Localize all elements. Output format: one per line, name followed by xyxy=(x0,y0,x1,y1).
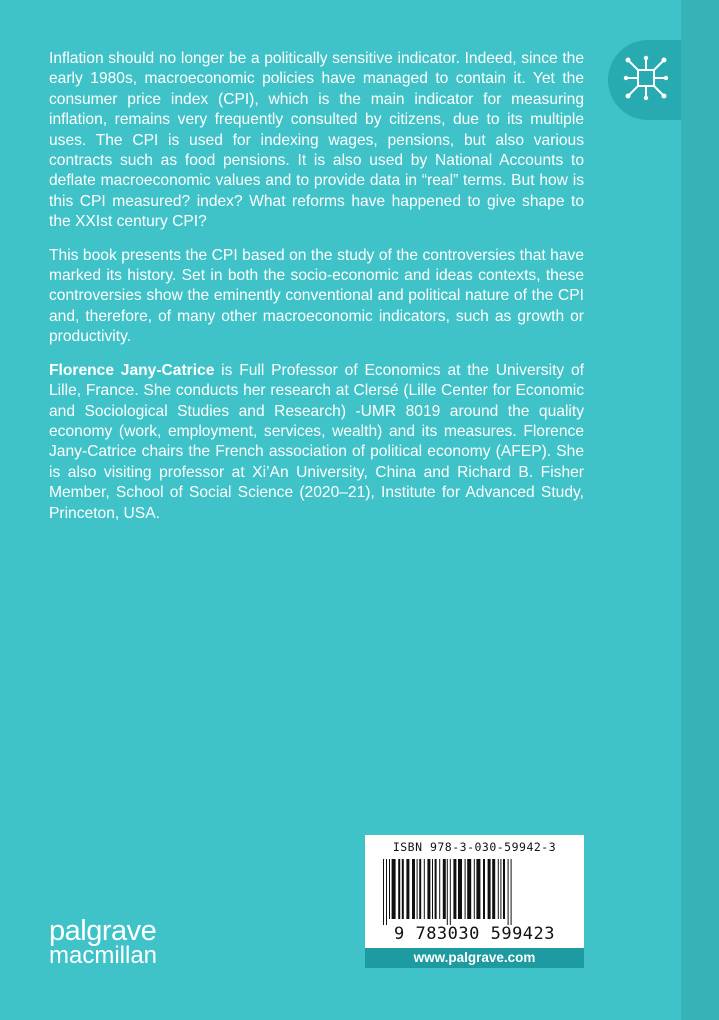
barcode-bar xyxy=(447,859,448,925)
barcode-bar xyxy=(465,859,466,919)
barcode-bar xyxy=(443,859,446,919)
barcode-box xyxy=(365,835,584,948)
series-badge xyxy=(608,40,681,120)
description-paragraph-2: This book presents the CPI based on the study of the controversies that have marked its history. Set in both the socio-economic and ideas contexts, these controversies show the eminently conventional and political nature of the CPI and, therefore, of many other macroeconomic indicators, such as growth or productivity. xyxy=(49,246,584,346)
barcode-digits: 9 783030 599423 xyxy=(393,924,556,944)
barcode-bar xyxy=(435,859,437,919)
barcode-bar xyxy=(417,859,418,919)
barcode-bar xyxy=(508,859,509,925)
barcode-bar xyxy=(412,859,415,919)
barcode-bar xyxy=(492,859,495,919)
barcode-bar xyxy=(483,859,485,919)
logo-line-1: palgrave xyxy=(49,915,157,947)
barcode-bar xyxy=(402,859,404,919)
isbn-label: ISBN 978-3-030-59942-3 xyxy=(392,840,557,854)
barcode-bar xyxy=(427,859,430,919)
barcode-bar xyxy=(511,859,512,925)
barcode-bar xyxy=(424,859,425,919)
barcode-bars xyxy=(375,859,574,925)
author-bio xyxy=(49,361,584,524)
description-paragraph-1: Inflation should no longer be a politically sensitive indicator. Indeed, since the early 1980s, macroeconomic policies have managed to contain it. Yet the consumer price index (CPI), which is the main indicator for measuring inflation, remains very frequently consulted by citizens, due to its multiple uses. The CPI is used for indexing wages, pensions, but also various contracts such as food pensions. It is also used by National Accounts to deflate macroeconomic values and to provide data in “real” terms. But how is this CPI measured? index? What reforms have happened to give shape to the XXIst century CPI? xyxy=(49,50,584,231)
logo-line-2: macmillan xyxy=(49,942,158,969)
publisher-url: www.palgrave.com xyxy=(365,948,584,968)
barcode-bar xyxy=(453,859,456,919)
barcode-bar xyxy=(503,859,505,919)
author-bio-text: is Full Professor of Economics at the University of Lille, France. She conducts her research at Clersé (Lille Center for Economic and Sociological Studies and Research) -UMR 8019 around the quality economy (work, employment, services, wealth) and its measures. Florence Jany-Catrice chairs the French association of political economy (AFEP). She is also visiting professor at Xi’An University, China and Richard B. Fisher Member, School of Social Science (2020–21), Institute for Advanced Study, Princeton, USA. xyxy=(49,361,584,522)
barcode-bar xyxy=(488,859,491,919)
network-node-icon xyxy=(622,54,670,102)
barcode-bar xyxy=(389,859,390,919)
barcode-bar xyxy=(498,859,499,919)
barcode-bar xyxy=(419,859,421,919)
spine-strip xyxy=(681,0,719,1020)
barcode-bar xyxy=(500,859,501,919)
blurb xyxy=(49,49,584,537)
barcode-bar xyxy=(476,859,480,919)
barcode-bar xyxy=(439,859,440,919)
barcode-bar xyxy=(458,859,462,919)
barcode-bar xyxy=(386,859,387,925)
barcode-bar xyxy=(392,859,396,919)
publisher-logo xyxy=(49,915,158,969)
barcode-bar xyxy=(398,859,400,919)
barcode-bar xyxy=(450,859,451,925)
barcode-bar xyxy=(383,859,384,925)
author-name: Florence Jany-Catrice xyxy=(49,361,215,379)
barcode-bar xyxy=(432,859,433,919)
barcode-bar xyxy=(406,859,409,919)
barcode-bar xyxy=(474,859,475,919)
barcode-bar xyxy=(467,859,471,919)
